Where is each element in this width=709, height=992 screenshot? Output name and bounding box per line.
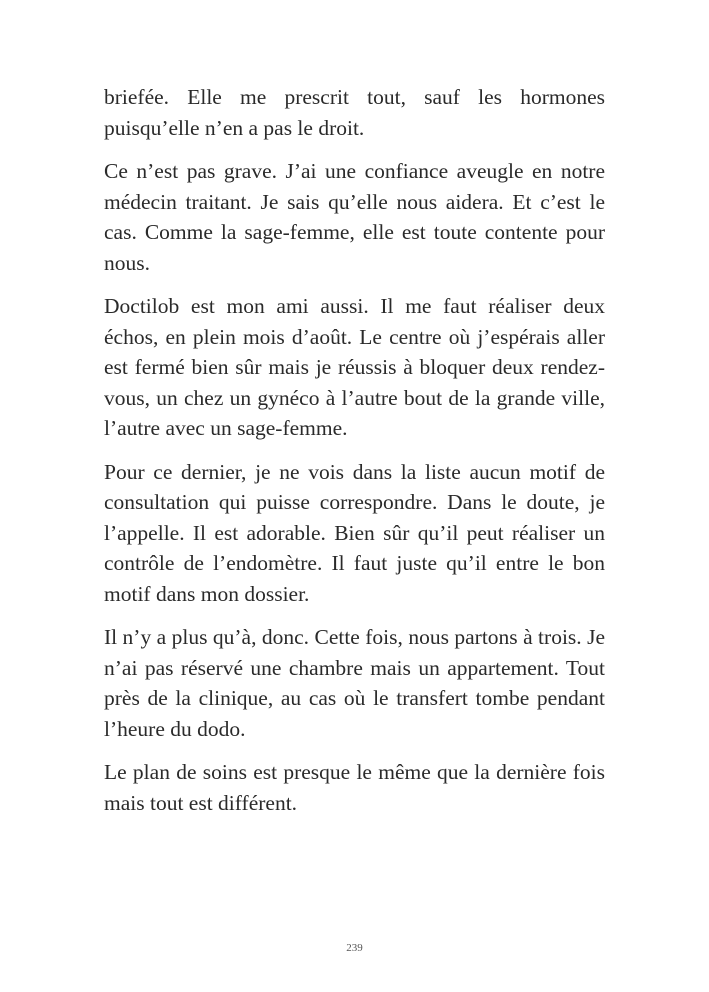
paragraph-4: Pour ce dernier, je ne vois dans la liste aucun motif de consultation qui puisse correspondre. Dans le doute, je l’appelle. Il est adorable. Bien sûr qu’il peut réaliser un contrôle de l’endomètre. Il faut juste qu’il entre le bon motif dans mon dossier. — [104, 459, 605, 606]
paragraph-3: Doctilob est mon ami aussi. Il me faut réaliser deux échos, en plein mois d’août. Le centre où j’espérais aller est fermé bien sûr mais je réussis à bloquer deux rendez-vous, un chez un gynéco à l’autre bout de la grande ville, l’autre avec un sage-femme. — [104, 294, 605, 440]
page-number: 239 — [346, 942, 363, 954]
paragraph-5: Il n’y a plus qu’à, donc. Cette fois, nous partons à trois. Je n’ai pas réservé une chambre mais un appartement. Tout près de la clinique, au cas où le transfert tombe pendant l’heure du dodo. — [104, 625, 605, 741]
body-text — [104, 82, 605, 831]
paragraph-6: Le plan de soins est presque le même que la dernière fois mais tout est différent. — [104, 760, 605, 815]
paragraph-2: Ce n’est pas grave. J’ai une confiance aveugle en notre médecin traitant. Je sais qu’elle nous aidera. Et c’est le cas. Comme la sage-femme, elle est toute contente pour nous. — [104, 159, 605, 275]
paragraph-1: briefée. Elle me prescrit tout, sauf les hormones puisqu’elle n’en a pas le droit. — [104, 85, 605, 140]
